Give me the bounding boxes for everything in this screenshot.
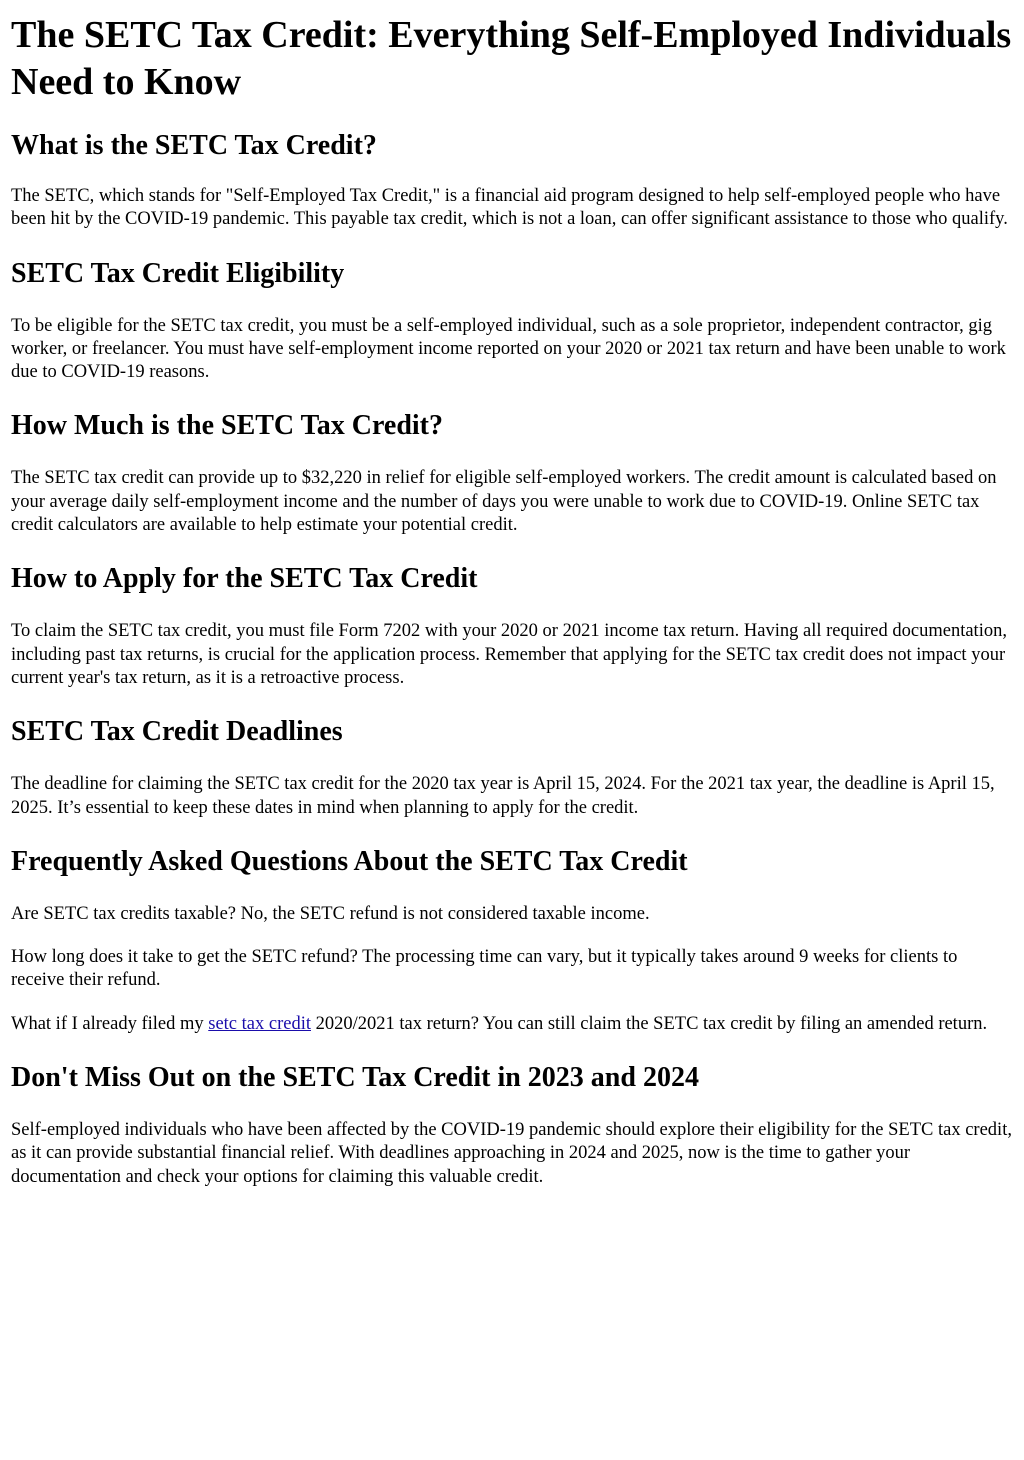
section-paragraph-eligibility: To be eligible for the SETC tax credit, you must be a self-employed individual, such as a sole proprietor, independent contractor, gig worker, or freelancer. You must have self-employment income reported on your 2020 or 2021 tax return and have been unable to work due to COVID-19 reasons. [11, 315, 1006, 383]
article [0, 12, 1024, 1189]
faq-item-already-filed-before: What if I already filed my [11, 1013, 209, 1034]
section-heading-what-is: What is the SETC Tax Credit? [11, 130, 377, 161]
section-paragraph-dont-miss-out: Self-employed individuals who have been affected by the COVID-19 pandemic should explore their eligibility for the SETC tax credit, as it can provide substantial financial relief. With deadlines approaching in 2024 and 2025, now is the time to gather your documentation and check your options for claiming this valuable credit. [11, 1120, 1012, 1187]
setc-tax-credit-link[interactable]: setc tax credit [208, 1013, 311, 1034]
page-title: The SETC Tax Credit: Everything Self-Employed Individuals Need to Know [11, 14, 1012, 103]
section-paragraph-what-is: The SETC, which stands for "Self-Employed Tax Credit," is a financial aid program designed to help self-employed people who have been hit by the COVID-19 pandemic. This payable tax credit, which is not a loan, can offer significant assistance to those who qualify. [11, 186, 1008, 230]
section-heading-dont-miss-out: Don't Miss Out on the SETC Tax Credit in 2023 and 2024 [11, 1062, 699, 1094]
section-heading-eligibility: SETC Tax Credit Eligibility [11, 257, 345, 289]
section-heading-how-to-apply: How to Apply for the SETC Tax Credit [11, 563, 478, 595]
section-heading-deadlines: SETC Tax Credit Deadlines [11, 716, 343, 748]
section-paragraph-how-to-apply: To claim the SETC tax credit, you must file Form 7202 with your 2020 or 2021 income tax return. Having all required documentation, including past tax returns, is crucial for the application process. Remember that applying for the SETC tax credit does not impact your current year's tax return, as it is a retroactive process. [11, 621, 1007, 688]
section-heading-how-much: How Much is the SETC Tax Credit? [11, 410, 443, 442]
section-paragraph-deadlines: The deadline for claiming the SETC tax credit for the 2020 tax year is April 15, 2024. For the 2021 tax year, the deadline is April 15, 2025. It’s essential to keep these dates in mind when planning to apply for the credit. [11, 774, 995, 818]
faq-item-already-filed-after: 2020/2021 tax return? You can still claim the SETC tax credit by filing an amended return. [310, 1013, 988, 1034]
section-heading-faq: Frequently Asked Questions About the SETC Tax Credit [11, 845, 688, 877]
faq-item-refund-time: How long does it take to get the SETC refund? The processing time can vary, but it typically takes around 9 weeks for clients to receive their refund. [11, 947, 958, 991]
faq-item-already-filed [11, 1013, 1014, 1036]
faq-item-taxable: Are SETC tax credits taxable? No, the SETC refund is not considered taxable income. [11, 903, 650, 924]
section-paragraph-how-much: The SETC tax credit can provide up to $32,220 in relief for eligible self-employed workers. The credit amount is calculated based on your average daily self-employment income and the number of days you were unable to work due to COVID-19. Online SETC tax credit calculators are available to help estimate your potential credit. [11, 468, 997, 536]
